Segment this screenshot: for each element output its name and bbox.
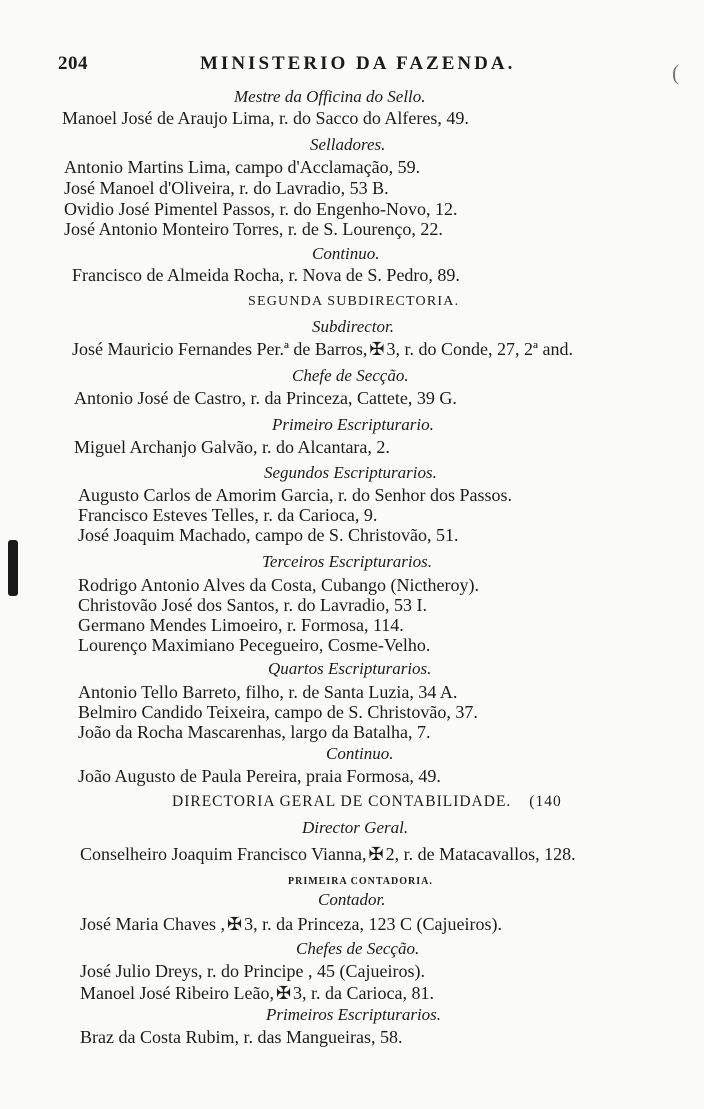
heading-subdirector: Subdirector. [312,317,395,336]
entry-line: Antonio José de Castro, r. da Princeza, Cattete, 39 G. [74,388,457,408]
margin-ink-mark [8,540,18,596]
entry-text: José Maria Chaves , [80,914,225,934]
heading-primeiros: Primeiros Escripturarios. [266,1005,442,1024]
entry-line [80,914,502,934]
entry-line: Christovão José dos Santos, r. do Lavradio, 53 I. [78,595,427,615]
heading-mestre: Mestre da Officina do Sello. [234,87,426,106]
order-cross-icon: ✠ [226,914,243,934]
entry-line: Lourenço Maximiano Pecegueiro, Cosme-Velho. [78,635,431,655]
entry-line: Miguel Archanjo Galvão, r. do Alcantara, 2. [74,437,390,457]
entry-line: Antonio Martins Lima, campo d'Acclamação, 59. [64,157,421,177]
directory-note: (140 [529,793,562,810]
entry-line: Ovidio José Pimentel Passos, r. do Engenho-Novo, 12. [64,199,458,219]
entry-text: Manoel José Ribeiro Leão, [80,983,274,1003]
page-number: 204 [58,53,88,74]
entry-line: Braz da Costa Rubim, r. das Mangueiras, 58. [80,1027,403,1047]
entry-line [80,983,434,1003]
entry-line: João Augusto de Paula Pereira, praia Formosa, 49. [78,766,441,786]
margin-pencil-mark: ( [672,60,680,85]
heading-continuo: Continuo. [312,244,380,263]
heading-selladores: Selladores. [310,135,386,154]
heading-segundos: Segundos Escripturarios. [264,463,437,482]
heading-quartos: Quartos Escripturarios. [268,659,432,678]
heading-continuo-2: Continuo. [326,744,394,763]
heading-terceiros: Terceiros Escripturarios. [262,552,433,571]
order-cross-icon: ✠ [368,844,384,864]
entry-line: José Manoel d'Oliveira, r. do Lavradio, 53 B. [64,178,389,198]
section-title: SEGUNDA SUBDIRECTORIA. [248,294,460,309]
order-cross-icon: ✠ [369,339,385,359]
entry-text: 3, r. da Carioca, 81. [293,983,435,1003]
entry-line: Francisco Esteves Telles, r. da Carioca, 9. [78,505,378,525]
entry-text: 2, r. de Matacavallos, 128. [385,844,576,864]
heading-chefes: Chefes de Secção. [296,939,420,958]
running-head: MINISTERIO DA FAZENDA. [200,53,516,74]
subsection-title: PRIMEIRA CONTADORIA. [288,876,433,887]
heading-chefe: Chefe de Secção. [292,366,409,385]
entry-line: Belmiro Candido Teixeira, campo de S. Christovão, 37. [78,702,478,722]
entry-line: José Joaquim Machado, campo de S. Christovão, 51. [78,525,459,545]
entry-line: Antonio Tello Barreto, filho, r. de Santa Luzia, 34 A. [78,682,458,702]
heading-director-geral: Director Geral. [302,818,409,837]
entry-text: 3, r. do Conde, 27, 2ª and. [386,339,573,359]
entry-text: 3, r. da Princeza, 123 C (Cajueiros). [244,914,502,934]
entry-line: Rodrigo Antonio Alves da Costa, Cubango (Nictheroy). [78,575,479,595]
entry-text: Conselheiro Joaquim Francisco Vianna, [80,844,367,864]
order-cross-icon: ✠ [275,983,292,1003]
entry-line: Francisco de Almeida Rocha, r. Nova de S. Pedro, 89. [72,265,460,285]
directory-name: DIRECTORIA GERAL DE CONTABILIDADE. [172,793,512,810]
entry-line [72,339,573,359]
entry-line: Augusto Carlos de Amorim Garcia, r. do Senhor dos Passos. [78,485,512,505]
heading-primeiro: Primeiro Escripturario. [272,415,434,434]
entry-line: Germano Mendes Limoeiro, r. Formosa, 114. [78,615,404,635]
entry-line: José Antonio Monteiro Torres, r. de S. Lourenço, 22. [64,219,443,239]
entry-line: José Julio Dreys, r. do Principe , 45 (Cajueiros). [80,961,425,981]
entry-text: José Mauricio Fernandes Per.ª de Barros, [72,339,368,359]
directory-title [172,792,562,812]
entry-line: João da Rocha Mascarenhas, largo da Batalha, 7. [78,722,431,742]
entry-line: Manoel José de Araujo Lima, r. do Sacco do Alferes, 49. [62,108,469,128]
entry-line [80,844,576,864]
heading-contador: Contador. [318,890,386,909]
